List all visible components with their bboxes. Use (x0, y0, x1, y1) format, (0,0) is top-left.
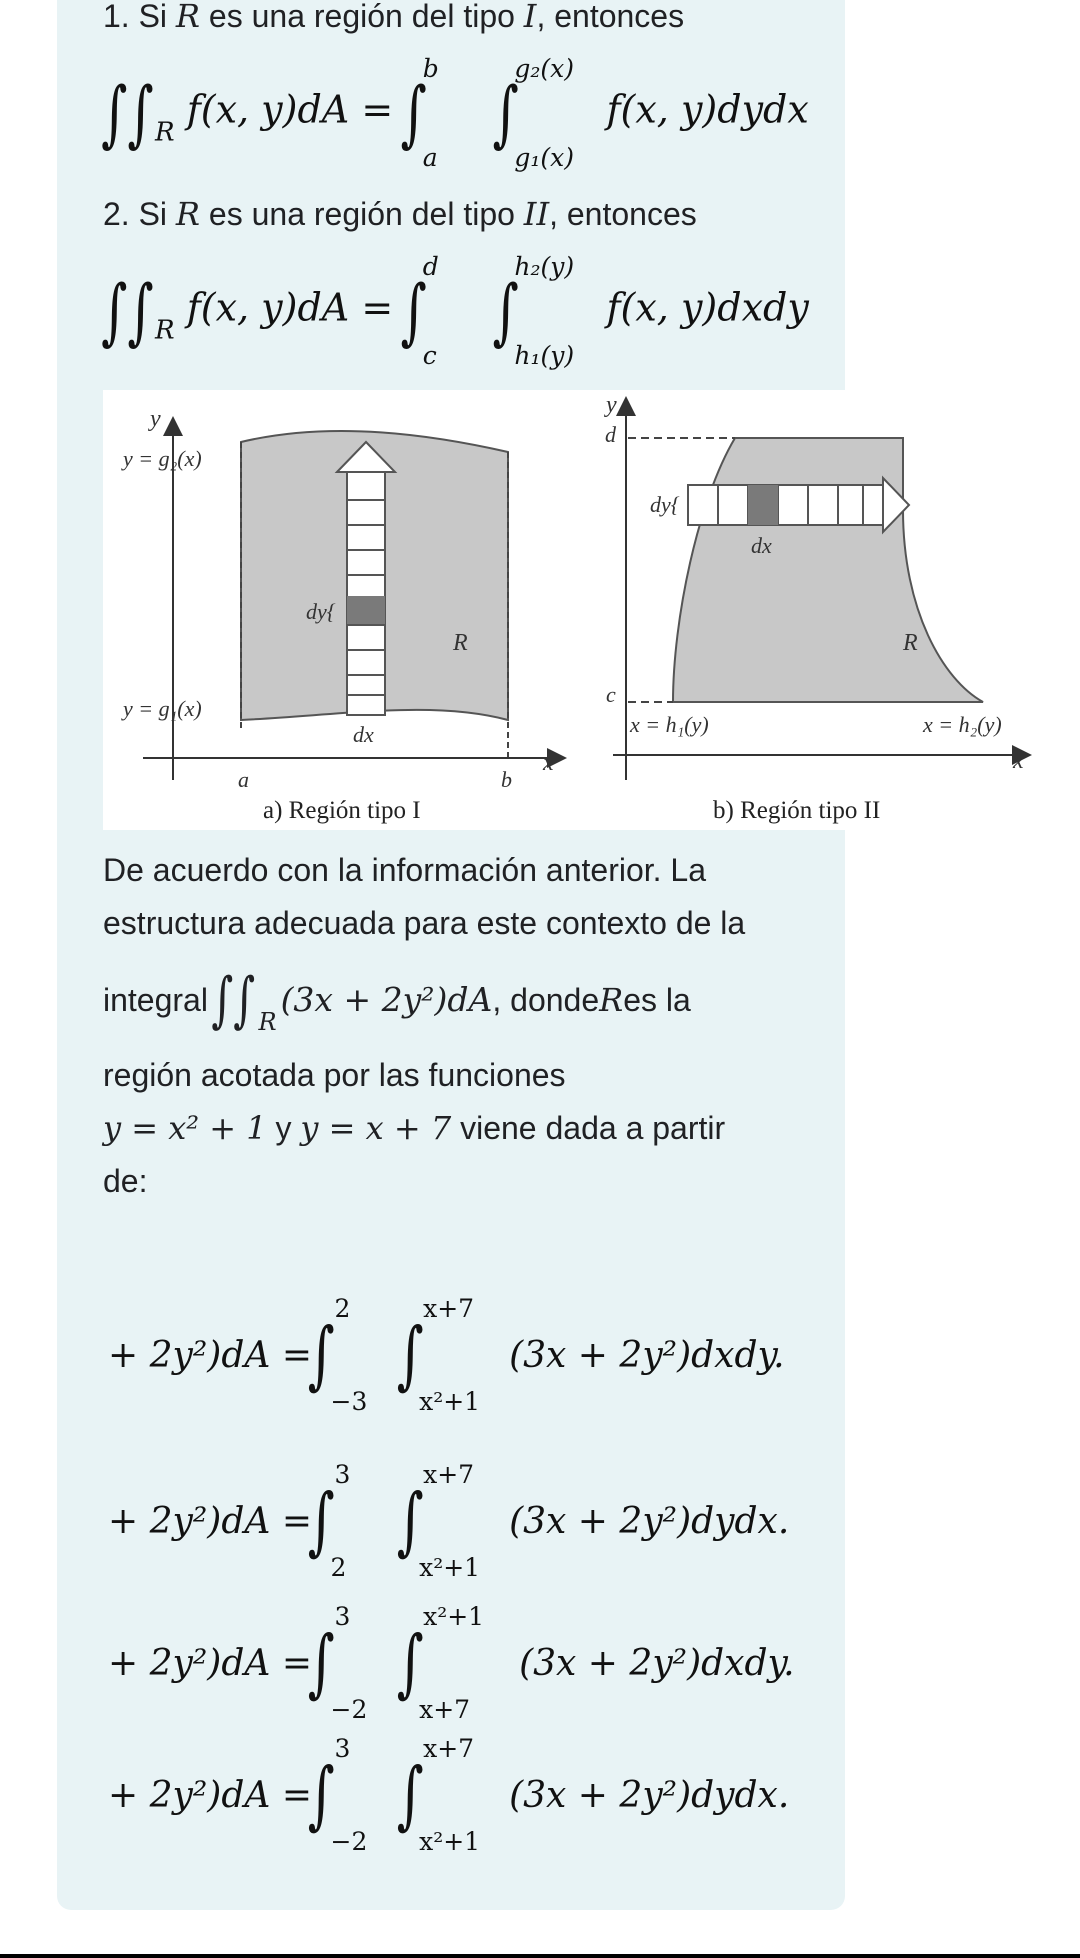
type-i-diagram (121, 406, 563, 824)
d-label: d (605, 422, 616, 447)
left-region-label: R (453, 630, 468, 656)
question-line-2: estructura adecuada para este contexto de la (103, 905, 746, 941)
formula-type-1: $\int\int_R$ f(x, y)dA = ∫ b a ∫ g₂(x) g₁(x) f(x, y)dydx (101, 54, 809, 172)
right-x-axis-label: x (1013, 748, 1024, 774)
left-x-axis-label: x (543, 750, 554, 776)
left-y-axis-label: y (150, 406, 161, 432)
statement-type-2: 2. Si R es una región del tipo II, entonces (103, 195, 697, 233)
question-line-4: región acotada por las funciones (103, 1057, 566, 1093)
question-line-6: de: (103, 1163, 148, 1199)
answer-option-3[interactable]: + 2y²)dA = ∫ 3 −2 ∫ x²+1 x+7 (3x + 2y²)dxdy. (108, 1602, 795, 1724)
c-label: c (606, 682, 616, 707)
statement-type-1: 1. Si R es una región del tipo I, entonces (103, 0, 685, 35)
right-y-axis-label: y (606, 392, 617, 418)
caption-type-ii: b) Región tipo II (713, 797, 881, 824)
question-line-5: y = x² + 1 y y = x + 7 viene dada a partir (103, 1109, 726, 1147)
g2-curve-label: y = g₂(x) (123, 446, 202, 471)
left-dy-label: dy{ (306, 599, 336, 624)
answer-option-2[interactable]: + 2y²)dA = ∫ 3 2 ∫ x+7 x²+1 (3x + 2y²)dydx. (108, 1460, 790, 1582)
a-label: a (238, 767, 249, 792)
answer-option-1[interactable]: + 2y²)dA = ∫ 2 −3 ∫ x+7 x²+1 (3x + 2y²)dxdy. (108, 1294, 785, 1416)
caption-type-i: a) Región tipo I (263, 797, 421, 824)
g1-curve-label: y = g₁(x) (123, 696, 202, 721)
left-dx-label: dx (353, 722, 374, 747)
type-ii-diagram (604, 392, 1028, 824)
question-line-1: De acuerdo con la información anterior. La (103, 852, 707, 888)
h2-curve-label: x = h₂(y) (923, 712, 1002, 737)
right-region-label: R (903, 630, 918, 656)
b-label: b (501, 767, 512, 792)
region-types-figure (103, 390, 1080, 830)
right-dy-label: dy{ (650, 492, 680, 517)
question-line-3: integral ∫∫ R (3x + 2y²)dA , donde R es la (103, 965, 691, 1036)
right-dx-label: dx (751, 533, 772, 558)
h1-curve-label: x = h₁(y) (630, 712, 709, 737)
bottom-divider (0, 1954, 1080, 1958)
formula-type-2: $\int\int_R$ f(x, y)dA = ∫ d c ∫ h₂(y) h₁(y) f(x, y)dxdy (101, 252, 809, 370)
answer-option-4[interactable]: + 2y²)dA = ∫ 3 −2 ∫ x+7 x²+1 (3x + 2y²)dydx. (108, 1734, 790, 1856)
